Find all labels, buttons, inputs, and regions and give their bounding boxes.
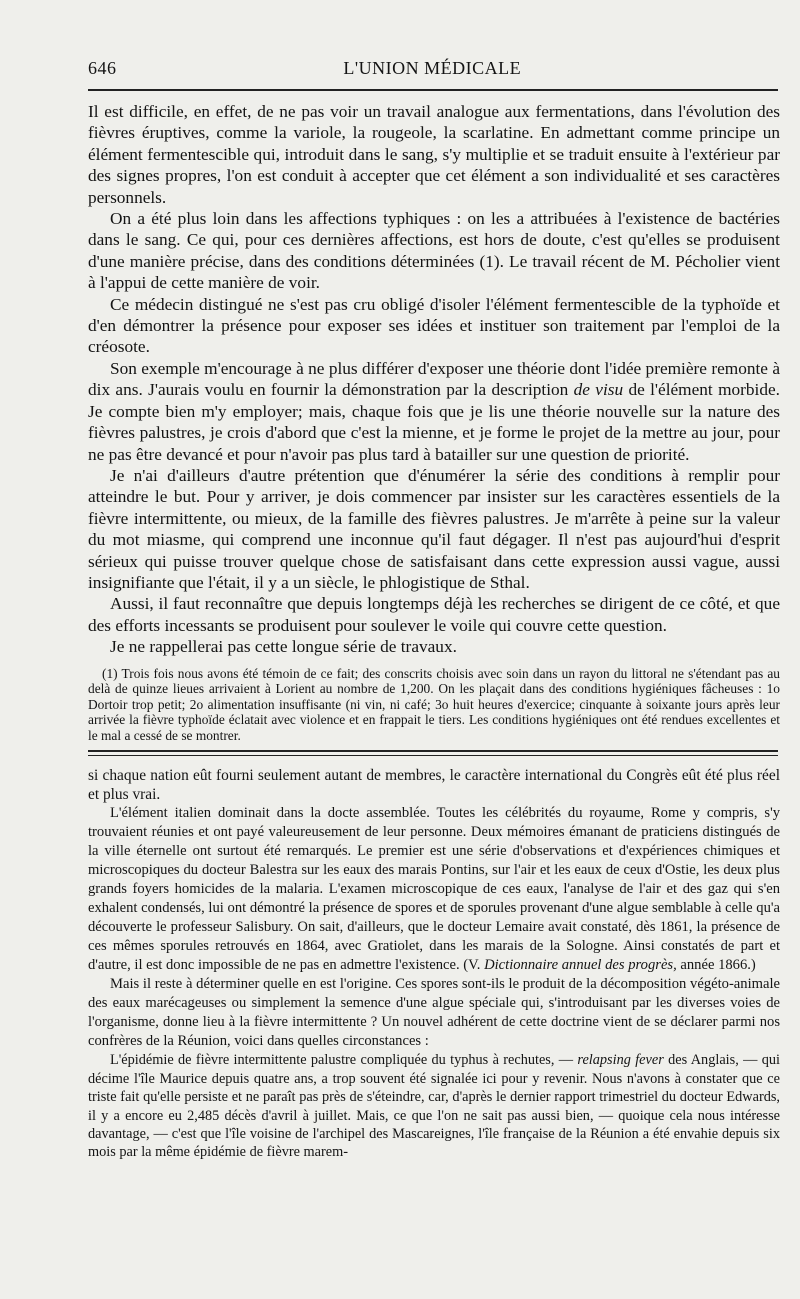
header-rule [88,89,778,91]
text-run: des Anglais, — qui décime l'île Maurice depuis quatre ans, a trop souvent été signalée ici pour y revenir. Nous n'avons à constater que ce triste fait qu'elle persiste et ne paraît pas près de s'éteindre, car, d'après le dernier rapport trimestriel du docteur Edwards, il y a encore eu 2,485 décès d'avril à juillet. Mais, ce que l'on ne sait pas aussi bien, — quoique cela nous intéresse davantage, — c'est que l'île voisine de l'archipel des Mascareignes, l'île française de la Réunion a été envahie depuis six mois par la même épidémie de fièvre marem- [88,1052,780,1161]
lower-article [88,766,780,1162]
paragraph [88,358,780,465]
footnote: (1) Trois fois nous avons été témoin de ce fait; des conscrits choisis avec soin dans un rayon du littoral ne s'étendant pas au delà de quinze lieues arrivaient à Lorient au nombre de 1,200. On les plaçait dans des conditions hygiéniques fâcheuses : 1o Dortoir trop petit; 2o alimentation insuffisante (ni vin, ni café; 3o huit heures d'exercice; cinquante à soixante jours après leur arrivée la fièvre typhoïde éclatait avec violence et en frappait le tiers. Les conditions hygiéniques ont été rendues excellentes et le mal a cessé de se montrer. [88,665,780,743]
running-title: L'UNION MÉDICALE [343,58,522,78]
text-run: Son exemple m'encourage à ne plus différer d'exposer une théorie dont l'idée première remonte à dix ans. J'aurais voulu en fournir la démonstration par la description [88,358,780,400]
text-run: année 1866.) [680,957,756,974]
text-run: L'élément italien dominait dans la docte assemblée. Toutes les célébrités du royaume, Rome y compris, s'y trouvaient réunies et ont payé valeureusement de leur personne. Deux mémoires émanant de praticiens distingués de la ville éternelle ont surtout été remarqués. Le premier est une série d'observations et d'expériences chimiques et microscopiques du docteur Balestra sur les eaux des marais Pontins, sur l'air et les eaux de ceux d'Ostie, les deux plus grands foyers homicides de la malaria. L'examen microscopique de ces eaux, l'analyse de l'air et des gaz qui s'en exhalent condensés, lui ont démontré la présence de spores et de sporules provenant d'une algue semblable à celle qu'a découverte le professeur Salisbury. On sait, d'ailleurs, que le docteur Lemaire avait constaté, dès 1861, la présence de ces mêmes sporules retrouvés en 1864, avec Gratiolet, dans les marais de la Sologne. Ainsi constatés de part et d'autre, il est donc impossible de ne pas en admettre l'existence. (V. [88,805,780,974]
page-number: 646 [88,58,117,78]
paragraph: Mais il reste à déterminer quelle en est l'origine. Ces spores sont-ils le produit de la décomposition végéto-animale des eaux marécageuses ou simplement la semence d'une algue spéciale qui, s'introduisant par les diverses voies de l'organisme, donne lieu à la fièvre intermittente ? Un nouvel adhérent de cette doctrine vient de se déclarer parmi nos confrères de la Réunion, voici dans quelles circonstances : [88,976,780,1050]
paragraph: si chaque nation eût fourni seulement autant de membres, le caractère international du Congrès eût été plus réel et plus vrai. [88,766,780,803]
italic-phrase: relapsing fever [577,1052,664,1069]
page-header [88,58,778,79]
text-run: de l'élément morbide. Je compte bien m'y employer; mais, chaque fois que je lis une théorie nouvelle sur la nature des fièvres palustres, je crois d'abord que c'est la mienne, et je forme le projet de la mettre au jour, pour ne pas être devancé et pour n'avoir pas plus tard à batailler sur une question de priorité. [88,380,780,464]
paragraph [88,804,780,975]
section-divider [88,750,778,756]
paragraph: Il est difficile, en effet, de ne pas voir un travail analogue aux fermentations, dans l'évolution des fièvres éruptives, comme la variole, la rougeole, la scarlatine. En admettant comme principe un élément fermentescible qui, introduit dans le sang, s'y multiplie et se traduit ensuite à l'extérieur par des signes propres, l'on est conduit à accepter que cet élément a son individualité et ses caractères personnels. [88,102,780,207]
text-run: L'épidémie de fièvre intermittente palustre compliquée du typhus à rechutes, — [110,1052,574,1069]
paragraph: Aussi, il faut reconnaître que depuis longtemps déjà les recherches se dirigent de ce côté, et que des efforts incessants se produisent pour soulever le voile qui couvre cette question. [88,594,780,635]
paragraph: Ce médecin distingué ne s'est pas cru obligé d'isoler l'élément fermentescible de la typhoïde et d'en démontrer la présence pour exposer ses idées et instituer son traitement par l'emploi de la créosote. [88,294,780,357]
italic-title: Dictionnaire annuel des progrès, [484,957,677,974]
paragraph: Je ne rappellerai pas cette longue série de travaux. [110,637,457,657]
paragraph [88,1051,780,1161]
italic-phrase: de visu [573,380,624,400]
upper-article [88,101,780,658]
paragraph: On a été plus loin dans les affections typhiques : on les a attribuées à l'existence de bactéries dans le sang. Ce qui, pour ces dernières affections, est hors de doute, c'est qu'elles se produisent d'une manière précise, dans des conditions déterminées (1). Le travail récent de M. Pécholier vient à l'appui de cette manière de voir. [88,209,780,293]
paragraph: Je n'ai d'ailleurs d'autre prétention que d'énumérer la série des conditions à remplir pour atteindre le but. Pour y arriver, je dois commencer par insister sur les caractères essentiels de la fièvre intermittente, ou mieux, de la famille des fièvres palustres. Je m'arrête à peine sur la valeur du mot miasme, qui comprend une inconnue qu'il faut dégager. Il n'est pas aujourd'hui d'esprit sérieux qui puisse trouver quelque chose de satisfaisant dans cette expression aussi vague, aussi insignifiante que l'était, il y a un siècle, le phlogistique de Sthal. [88,465,780,592]
